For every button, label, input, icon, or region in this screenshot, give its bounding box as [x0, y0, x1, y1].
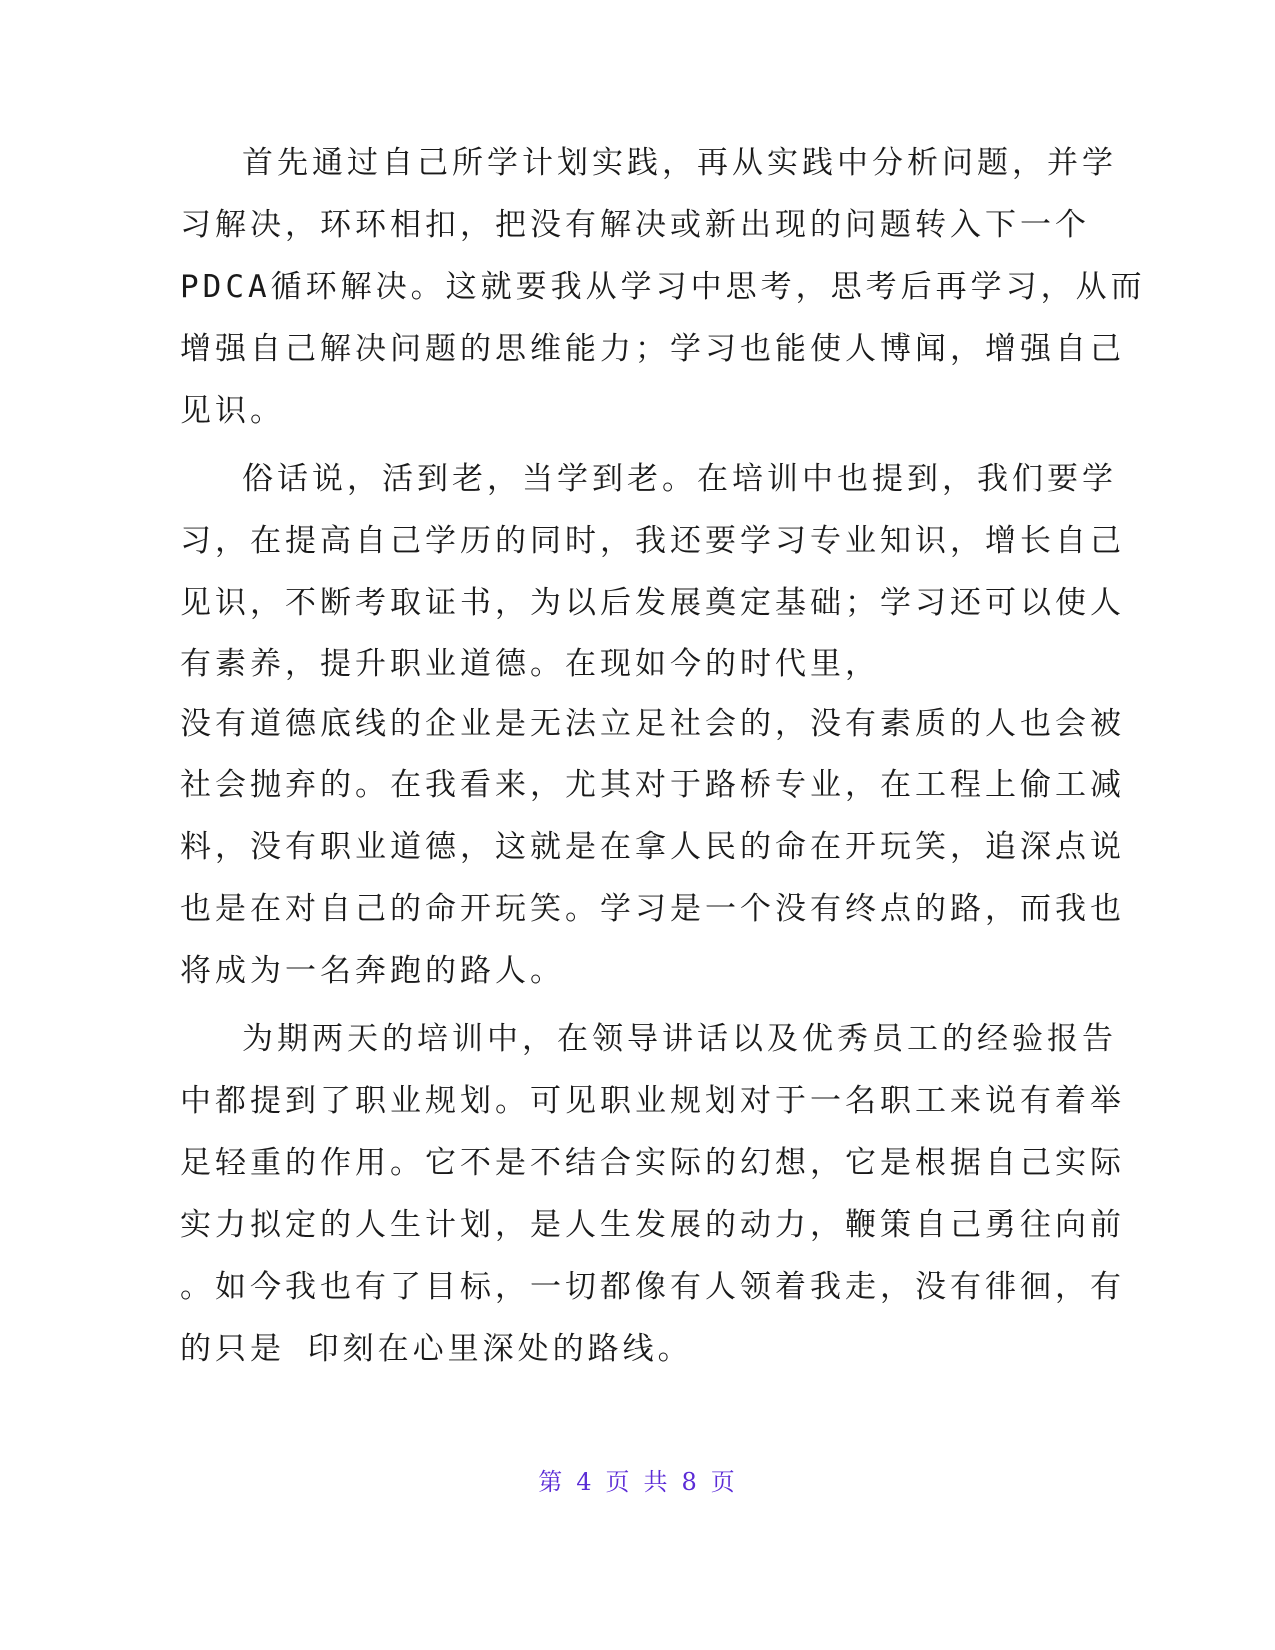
- paragraph-1-line-2: 习解决，环环相扣，把没有解决或新出现的问题转入下一个: [180, 207, 1090, 243]
- paragraph-1-line-1: 首先通过自己所学计划实践，再从实践中分析问题，并学: [242, 145, 1117, 181]
- paragraph-2-line-1: 俗话说，活到老，当学到老。在培训中也提到，我们要学: [242, 461, 1117, 497]
- paragraph-2-line-8: 也是在对自己的命开玩笑。学习是一个没有终点的路，而我也: [180, 891, 1125, 927]
- paragraph-1-line-3: PDCA循环解决。这就要我从学习中思考，思考后再学习，从而: [180, 269, 1146, 305]
- document-body: [180, 132, 1146, 1380]
- paragraph-3-line-2: 中都提到了职业规划。可见职业规划对于一名职工来说有着举: [180, 1083, 1125, 1119]
- paragraph-1-line-5: 见识。: [180, 393, 285, 429]
- footer-current-page: 4: [576, 1468, 594, 1496]
- footer-total-prefix: 共: [643, 1468, 670, 1496]
- paragraph-3-line-6: 的只是 印刻在心里深处的路线。: [180, 1331, 693, 1367]
- paragraph-2-line-3: 见识，不断考取证书，为以后发展奠定基础；学习还可以使人: [180, 585, 1125, 621]
- footer-mid: 页: [605, 1468, 632, 1496]
- paragraph-2-line-2: 习，在提高自己学历的同时，我还要学习专业知识，增长自己: [180, 523, 1125, 559]
- page-number-footer: [0, 1462, 1275, 1497]
- paragraph-2-line-5: 没有道德底线的企业是无法立足社会的，没有素质的人也会被: [180, 706, 1125, 742]
- paragraph-3-line-1: 为期两天的培训中，在领导讲话以及优秀员工的经验报告: [242, 1021, 1117, 1057]
- footer-prefix: 第: [538, 1468, 565, 1496]
- footer-suffix: 页: [710, 1468, 737, 1496]
- paragraph-2-line-6: 社会抛弃的。在我看来，尤其对于路桥专业，在工程上偷工减: [180, 767, 1125, 803]
- paragraph-3-line-3: 足轻重的作用。它不是不结合实际的幻想，它是根据自己实际: [180, 1145, 1125, 1181]
- paragraph-1-line-4: 增强自己解决问题的思维能力；学习也能使人博闻，增强自己: [180, 331, 1125, 367]
- paragraph-2-line-7: 料，没有职业道德，这就是在拿人民的命在开玩笑，追深点说: [180, 829, 1125, 865]
- paragraph-3-line-4: 实力拟定的人生计划，是人生发展的动力，鞭策自己勇往向前: [180, 1207, 1125, 1243]
- paragraph-2-line-9: 将成为一名奔跑的路人。: [180, 953, 565, 989]
- footer-total-pages: 8: [681, 1468, 699, 1496]
- paragraph-3-line-5: 。如今我也有了目标，一切都像有人领着我走，没有徘徊，有: [180, 1269, 1125, 1305]
- paragraph-2-line-4: 有素养，提升职业道德。在现如今的时代里，: [180, 646, 880, 682]
